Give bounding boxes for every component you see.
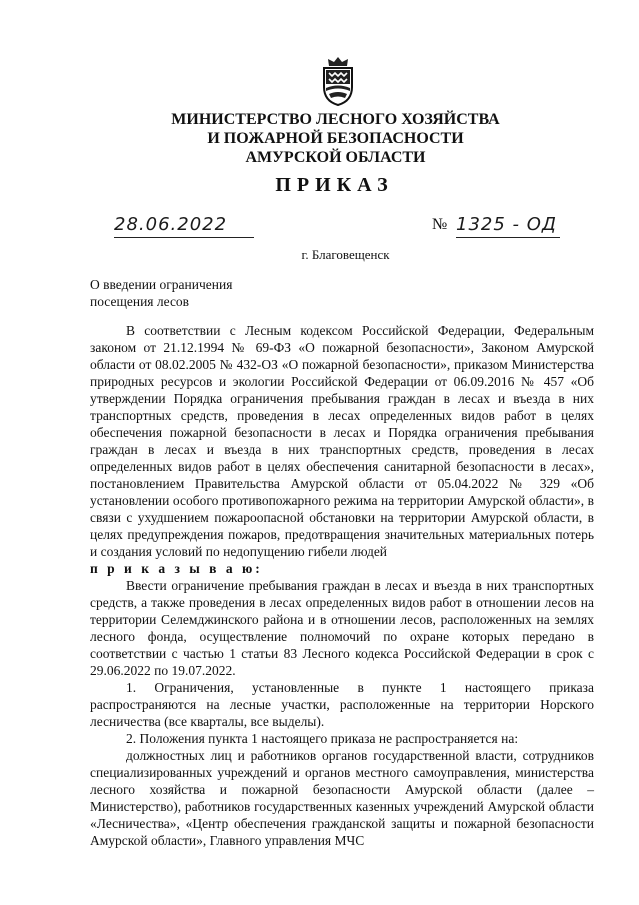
date-underline — [114, 237, 254, 238]
item-0-paragraph: Ввести ограничение пребывания граждан в лесах и въезда в них транспортных средств, а также проведения в лесах определенных видов работ в отношении лесов на территории Селемджинского района и в отношении лесов, расположенных на землях лесного фонда, осуществление полномочий по охране которых передано в соответствии с частью 1 статьи 83 Лесного кодекса Российской Федерации в срок с 29.06.2022 по 19.07.2022. — [90, 578, 594, 678]
handwritten-date — [114, 214, 254, 238]
handwritten-number-text: 1325 - ОД — [456, 214, 557, 235]
ministry-title-line-1: МИНИСТЕРСТВО ЛЕСНОГО ХОЗЯЙСТВА — [171, 111, 500, 128]
document-title: ПРИКАЗ — [275, 174, 394, 196]
coat-of-arms-icon — [318, 55, 358, 107]
order-word: п р и к а з ы в а ю: — [90, 561, 263, 576]
document-body — [90, 322, 594, 849]
item-2-paragraph: 2. Положения пункта 1 настоящего приказа не распространяется на: — [126, 731, 519, 746]
handwritten-number — [456, 214, 562, 238]
subject-line-2: посещения лесов — [90, 294, 190, 309]
subject-line-1: О введении ограничения — [90, 277, 233, 292]
item-1-paragraph: 1. Ограничения, установленные в пункте 1 настоящего приказа распространяются на лесные участки, расположенные на территории Норского лесничества (все кварталы, все выделы). — [90, 680, 594, 729]
ministry-title-line-2: И ПОЖАРНОЙ БЕЗОПАСНОСТИ — [207, 130, 464, 147]
subject — [90, 276, 232, 310]
item-2a-paragraph: должностных лиц и работников органов государственной власти, сотрудников специализированных учреждений и органов местного самоуправления, министерства лесного хозяйства и пожарной безопасности Амурской области (далее – Министерство), работников государственных казенных учреждений Амурской области «Лесничества», «Центр обеспечения гражданской защиты и пожарной безопасности Амурской области», Главного управления МЧС — [90, 748, 594, 848]
ministry-title-line-3: АМУРСКОЙ ОБЛАСТИ — [245, 149, 426, 166]
number-underline — [456, 237, 560, 238]
handwritten-date-text: 28.06.2022 — [114, 214, 228, 235]
number-label: № — [432, 216, 448, 233]
preamble-paragraph: В соответствии с Лесным кодексом Российской Федерации, Федеральным законом от 21.12.1994 № 69-ФЗ «О пожарной безопасности», Законом Амурской области от 08.02.2005 № 432-ОЗ «О пожарной безопасности», приказом Министерства природных ресурсов и экологии Российской Федерации от 06.09.2016 № 457 «Об утверждении Порядка ограничения пребывания граждан в лесах и въезда в них транспортных средств, проведения в лесах определенных видов работ в целях обеспечения пожарной безопасности в лесах и Порядка ограничения пребывания граждан в лесах и въезда в них транспортных средств, проведения в лесах определенных видов работ в целях обеспечения санитарной безопасности в лесах», постановлением Правительства Амурской области от 05.04.2022 № 329 «Об установлении особого противопожарного режима на территории Амурской области», в связи с ухудшением пожароопасной обстановки на территории Амурской области, в целях предупреждения пожаров, предотвращения значительных материальных потерь и создания условий по недопущению гибели людей — [90, 323, 594, 559]
city: г. Благовещенск — [301, 247, 390, 262]
